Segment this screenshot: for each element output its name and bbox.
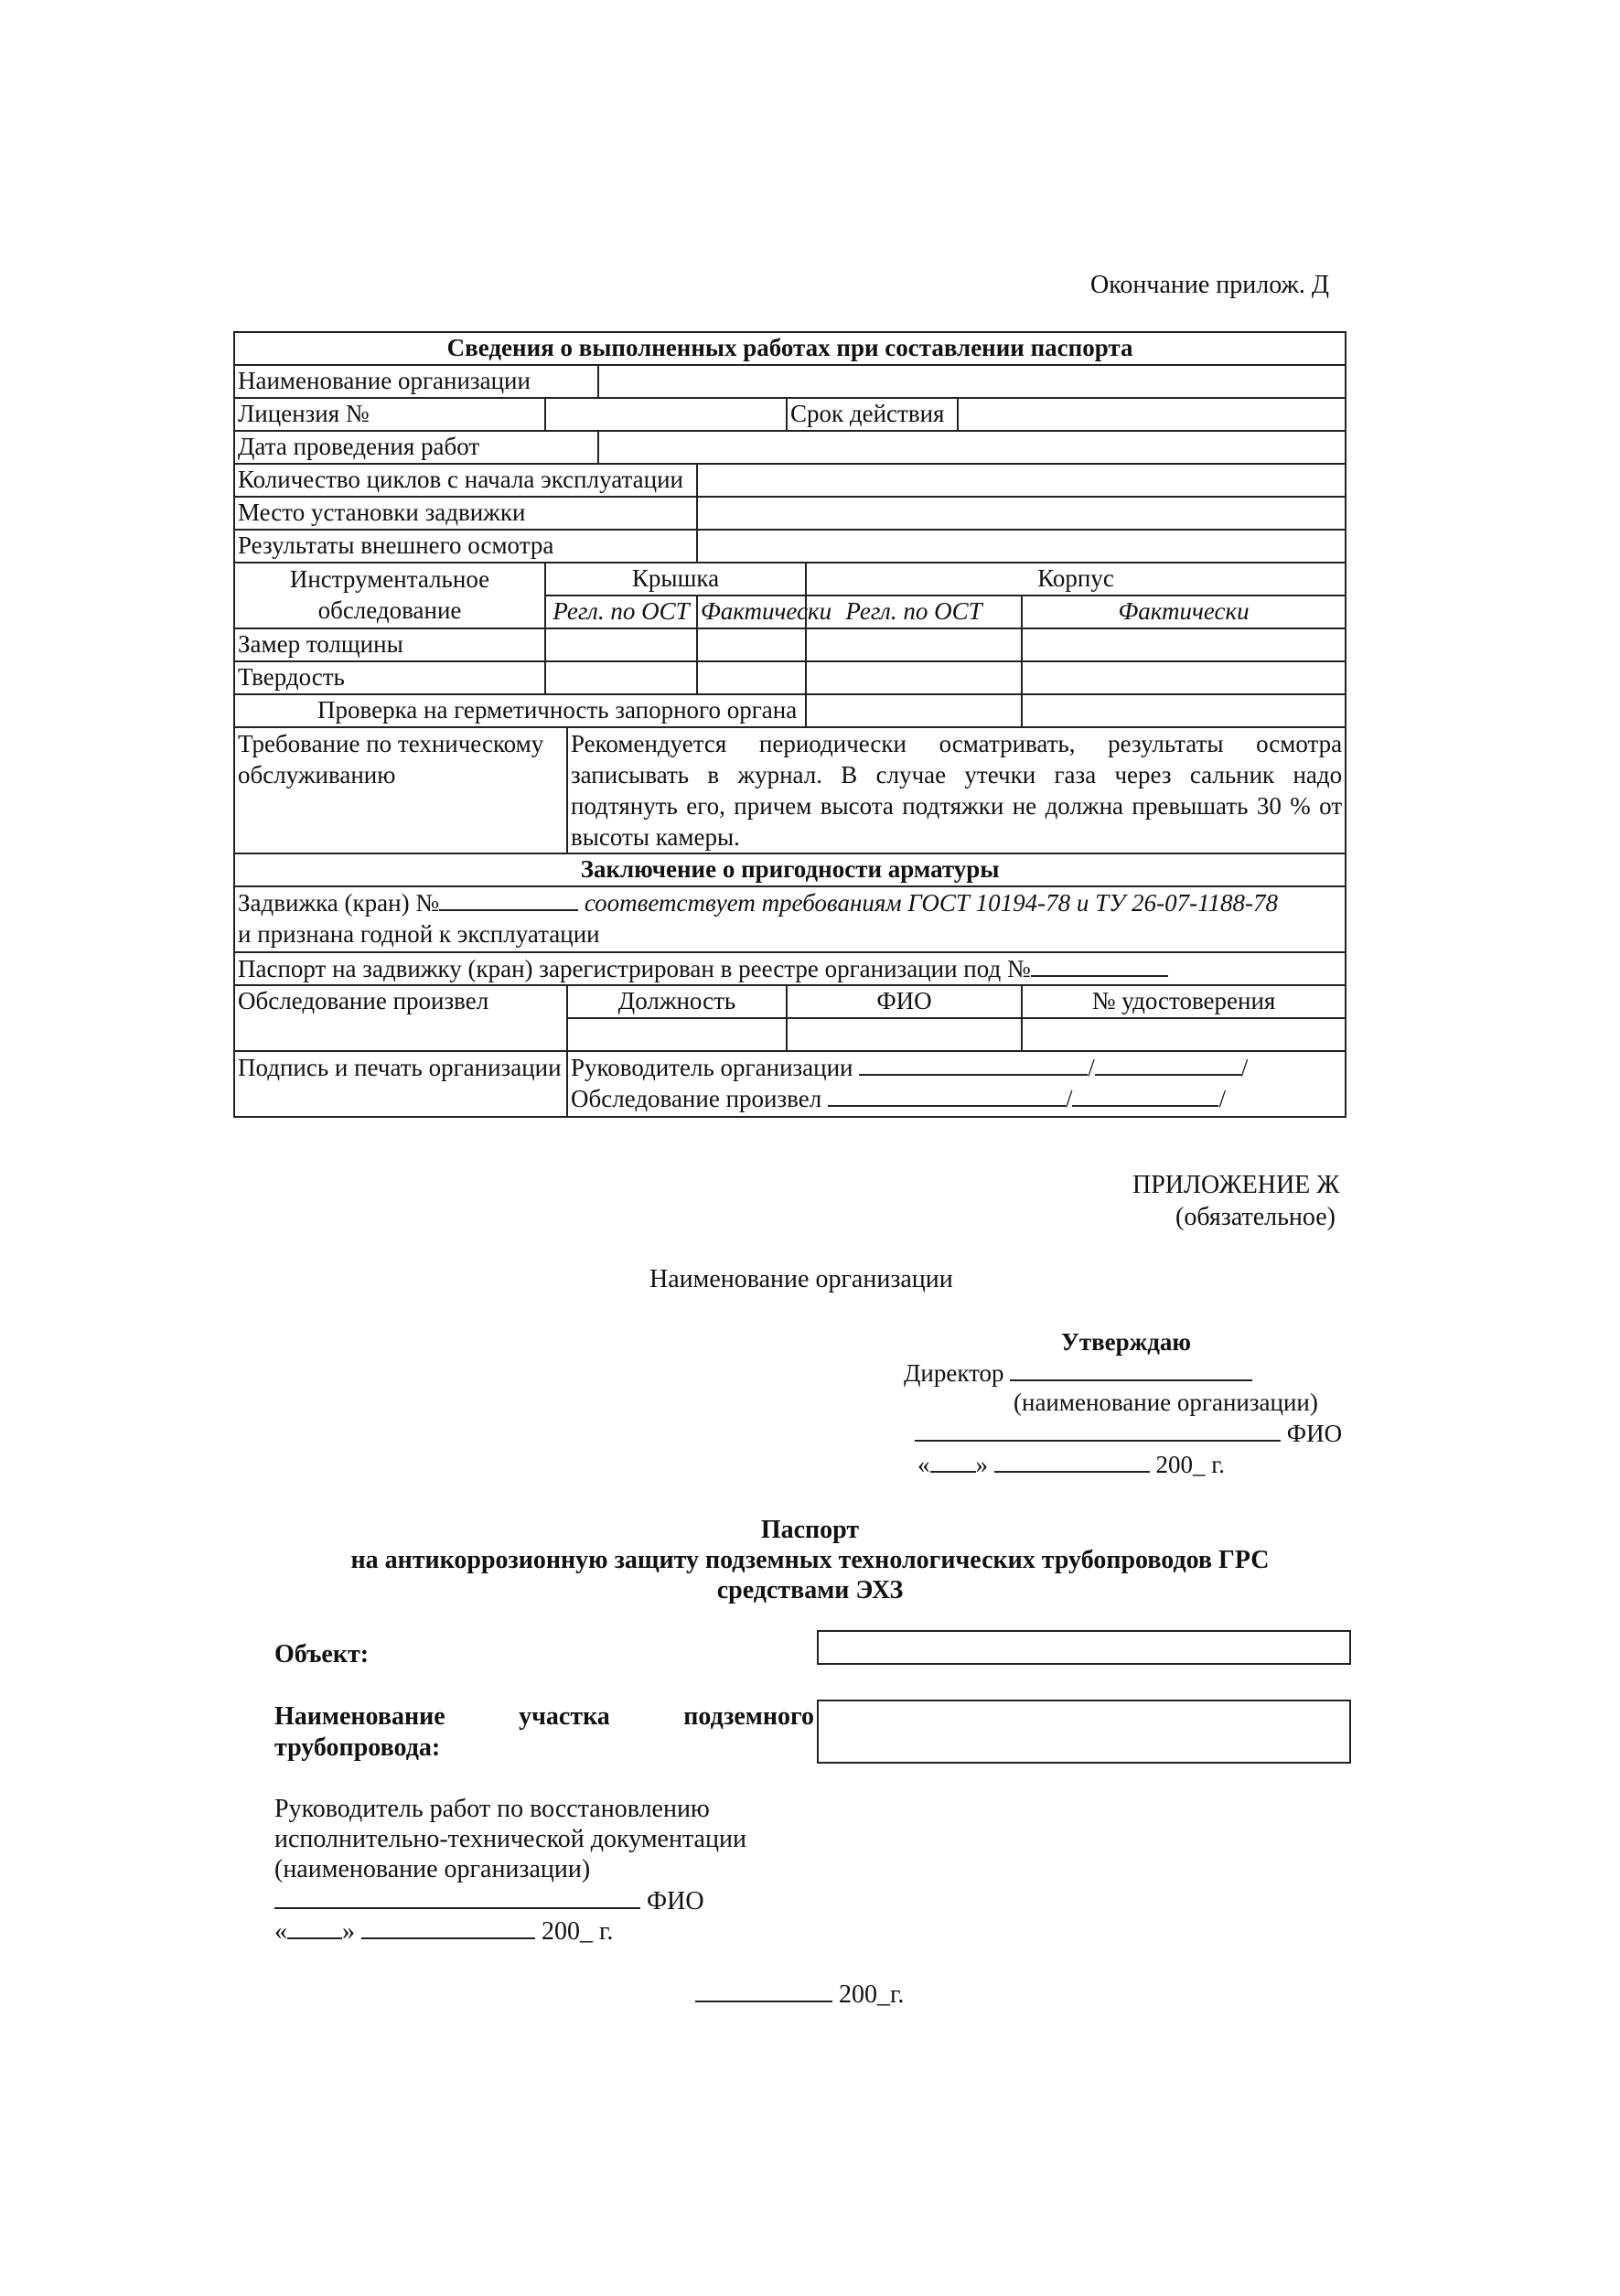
appendix-title: ПРИЛОЖЕНИЕ Ж (1132, 1171, 1340, 1199)
position-field[interactable] (567, 1018, 787, 1051)
cover-header: Крышка (545, 563, 806, 595)
quote-close-2: » (342, 1917, 355, 1946)
visual-results-label: Результаты внешнего осмотра (234, 530, 697, 563)
valve-no-label: Задвижка (кран) № (238, 889, 440, 917)
month-blank-2[interactable] (361, 1915, 535, 1939)
passport-subtitle: на антикоррозионную защиту подземных технологических трубопроводов ГРС (350, 1546, 1270, 1574)
hardness-cover-actual[interactable] (697, 661, 806, 694)
body-regl-header: Регл. по ОСТ (806, 595, 1022, 628)
thickness-body-regl[interactable] (806, 628, 1022, 661)
complies-text: соответствует требованиям ГОСТ 10194-78 и ТУ 26-07-1188-78 (584, 889, 1279, 917)
conclusion-title: Заключение о пригодности арматуры (234, 853, 1346, 886)
restoration-fio-blank[interactable] (274, 1885, 640, 1909)
license-field[interactable] (545, 398, 787, 431)
instrumental-label: Инструментальное обследование (234, 563, 545, 628)
quote-open: « (917, 1451, 930, 1478)
valve-no-blank[interactable] (439, 887, 578, 911)
signatures-cell: Руководитель организации / / Обследование произвел / / (567, 1051, 1346, 1117)
thickness-label: Замер толщины (234, 628, 545, 661)
hardness-body-actual[interactable] (1022, 661, 1346, 694)
org-name-field[interactable] (598, 365, 1346, 398)
object-label: Объект: (274, 1640, 370, 1668)
install-place-field[interactable] (697, 497, 1346, 530)
restoration-org-label: (наименование организации) (274, 1855, 591, 1883)
validity-field[interactable] (958, 398, 1346, 431)
conclusion-text (234, 886, 1346, 952)
thickness-cover-actual[interactable] (697, 628, 806, 661)
director-label: Директор (904, 1359, 1004, 1387)
body-actual-header: Фактически (1022, 595, 1346, 628)
thickness-body-actual[interactable] (1022, 628, 1346, 661)
tightness-label: Проверка на герметичность запорного органа (234, 694, 806, 727)
cycles-label: Количество циклов с начала эксплуатации (234, 464, 697, 497)
thickness-cover-regl[interactable] (545, 628, 697, 661)
cover-regl-header: Регл. по ОСТ (545, 595, 697, 628)
director-fio-line (915, 1418, 1342, 1448)
director-year: 200_ г. (1155, 1451, 1226, 1478)
appendix-subtitle: (обязательное) (1175, 1203, 1336, 1231)
restoration-year: 200_ г. (542, 1917, 614, 1946)
sign-seal-label: Подпись и печать организации (234, 1051, 567, 1117)
org-head-label: Руководитель организации (571, 1054, 853, 1081)
day-blank-2[interactable] (287, 1915, 342, 1939)
month-blank[interactable] (994, 1449, 1150, 1473)
fit-text: и признана годной к эксплуатации (238, 920, 600, 948)
restoration-head-label: Руководитель работ по восстановлению (274, 1795, 710, 1823)
maintenance-text: Рекомендуется периодически осматривать, результаты осмотра записывать в журнал. В случае утечки газа через сальник надо подтянуть его, причем высота подтяжки не должна превышать 30 % от высоты камеры. (567, 727, 1346, 853)
cycles-field[interactable] (697, 464, 1346, 497)
inspector-sign-blank[interactable] (828, 1083, 1066, 1107)
passport-form-table (233, 331, 1346, 1118)
fio-field[interactable] (787, 1018, 1022, 1051)
hardness-label: Твердость (234, 661, 545, 694)
license-label: Лицензия № (234, 398, 545, 431)
bottom-year: 200_г. (839, 1980, 905, 2009)
director-org-caption: (наименование организации) (1014, 1389, 1318, 1416)
bottom-date-blank[interactable] (695, 1979, 832, 2002)
position-header: Должность (567, 985, 787, 1018)
director-fio-label: ФИО (1286, 1420, 1343, 1447)
org-name-label: Наименование организации (234, 365, 598, 398)
visual-results-field[interactable] (697, 530, 1346, 563)
tightness-field-2[interactable] (1022, 694, 1346, 727)
restoration-fio-line (274, 1885, 704, 1916)
passport-registered-text: Паспорт на задвижку (кран) зарегистрирован в реестре организации под № (238, 955, 1031, 982)
passport-registered-row (234, 952, 1346, 985)
cert-no-header: № удостоверения (1022, 985, 1346, 1018)
hardness-body-regl[interactable] (806, 661, 1022, 694)
inspector-label: Обследование произвел (571, 1085, 822, 1112)
org-head-sign-blank[interactable] (859, 1052, 1088, 1076)
registry-no-blank[interactable] (1031, 953, 1168, 977)
maintenance-req-label: Требование по техническому обслуживанию (234, 727, 567, 853)
tightness-field-1[interactable] (806, 694, 1022, 727)
install-place-label: Место установки задвижки (234, 497, 697, 530)
quote-open-2: « (274, 1917, 287, 1946)
restoration-fio-label: ФИО (647, 1887, 704, 1915)
inspected-by-label: Обследование произвел (234, 985, 567, 1051)
cert-no-field[interactable] (1022, 1018, 1346, 1051)
director-date-line (917, 1449, 1225, 1479)
body-header: Корпус (806, 563, 1346, 595)
form-title: Сведения о выполненных работах при составлении паспорта (234, 332, 1346, 365)
passport-title: Паспорт (760, 1516, 860, 1544)
object-field[interactable] (817, 1630, 1351, 1665)
bottom-date-line (695, 1979, 904, 2010)
work-date-field[interactable] (598, 431, 1346, 464)
passport-subtitle-2: средствами ЭХЗ (716, 1576, 904, 1604)
director-blank[interactable] (1010, 1357, 1252, 1381)
work-date-label: Дата проведения работ (234, 431, 598, 464)
org-name-caption: Наименование организации (649, 1265, 953, 1293)
quote-close: » (975, 1451, 988, 1478)
day-blank[interactable] (930, 1449, 976, 1473)
inspector-name-blank[interactable] (1072, 1083, 1218, 1107)
approve-label: Утверждаю (1061, 1328, 1192, 1356)
fio-header: ФИО (787, 985, 1022, 1018)
org-head-name-blank[interactable] (1095, 1052, 1241, 1076)
hardness-cover-regl[interactable] (545, 661, 697, 694)
director-fio-blank[interactable] (915, 1418, 1281, 1442)
validity-label: Срок действия (787, 398, 958, 431)
director-line (904, 1357, 1252, 1388)
restoration-date-line (274, 1915, 613, 1947)
section-label: Наименование участка подземного трубопровода: (274, 1702, 814, 1762)
section-field[interactable] (817, 1700, 1351, 1764)
cover-actual-header: Фактически (697, 595, 806, 628)
continuation-note: Окончание прилож. Д (1090, 271, 1329, 299)
restoration-doc-label: исполнительно-технической документации (274, 1825, 746, 1853)
